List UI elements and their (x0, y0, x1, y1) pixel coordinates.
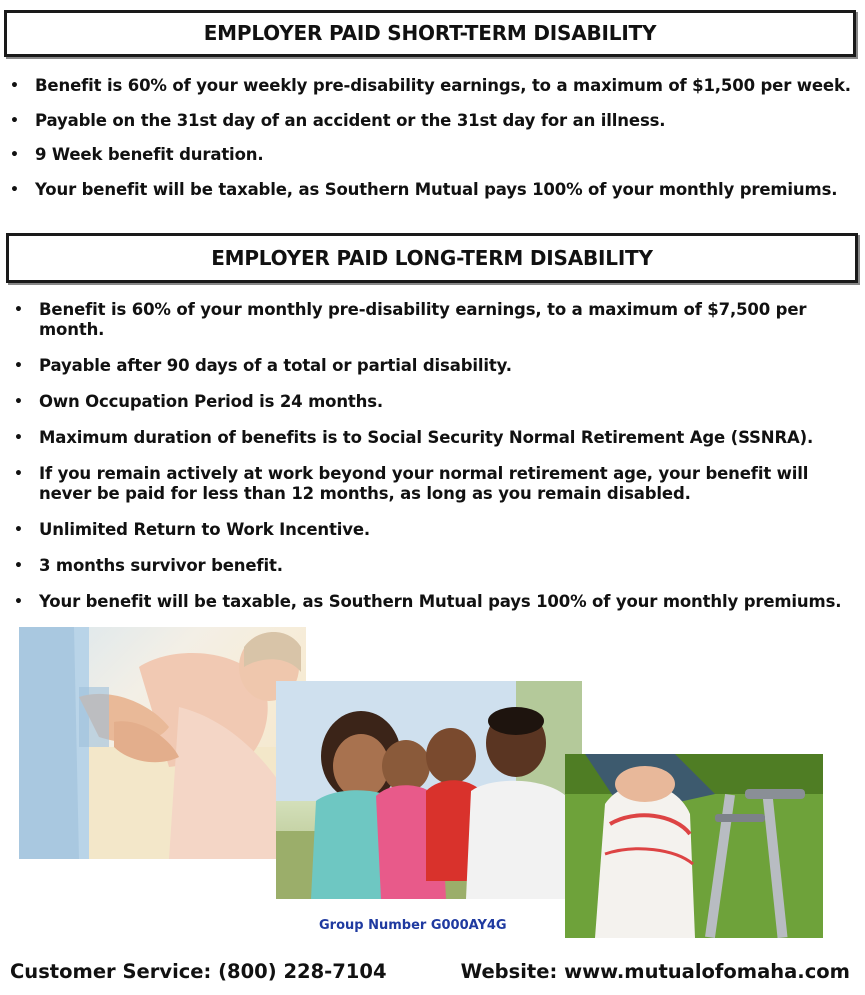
bullet-icon: • (14, 594, 23, 610)
caregiver-patient-illustration (19, 627, 306, 859)
list-item (9, 556, 854, 576)
list-item (9, 428, 854, 448)
list-item (9, 592, 854, 612)
customer-service-phone: Customer Service: (800) 228-7104 (10, 960, 387, 983)
leg-cast-illustration (565, 754, 823, 938)
long-term-disability-header: EMPLOYER PAID LONG-TERM DISABILITY (6, 233, 858, 283)
list-item (9, 356, 854, 376)
bullet-text: 3 months survivor benefit. (39, 556, 283, 575)
bullet-text: Payable on the 31st day of an accident or the 31st day for an illness. (35, 110, 666, 130)
short-term-benefits-list (5, 76, 855, 214)
family-illustration (276, 681, 582, 899)
caregiver-patient-photo (19, 627, 306, 859)
bullet-icon: • (14, 302, 23, 318)
bullet-text: Payable after 90 days of a total or partial disability. (39, 356, 512, 375)
list-item (5, 111, 855, 131)
list-item (5, 145, 855, 165)
long-term-benefits-list (9, 300, 854, 628)
leg-cast-crutches-photo (565, 754, 823, 938)
short-term-disability-header: EMPLOYER PAID SHORT-TERM DISABILITY (4, 10, 856, 57)
bullet-icon: • (14, 466, 23, 482)
family-photo (276, 681, 582, 899)
bullet-text: Unlimited Return to Work Incentive. (39, 520, 370, 539)
bullet-icon: • (10, 147, 19, 163)
list-item (5, 180, 855, 200)
bullet-text: If you remain actively at work beyond your normal retirement age, your benefit will never be paid for less than 12 months, as long as you remain disabled. (39, 464, 809, 503)
list-item (9, 392, 854, 412)
bullet-text: 9 Week benefit duration. (35, 145, 264, 164)
website-link[interactable]: Website: www.mutualofomaha.com (460, 960, 850, 983)
bullet-text: Benefit is 60% of your monthly pre-disability earnings, to a maximum of $7,500 per month. (39, 300, 807, 339)
bullet-icon: • (14, 430, 23, 446)
bullet-text: Maximum duration of benefits is to Social Security Normal Retirement Age (SSNRA). (39, 428, 814, 447)
list-item (9, 300, 854, 340)
bullet-icon: • (10, 181, 19, 198)
bullet-icon: • (10, 112, 19, 129)
bullet-text: Your benefit will be taxable, as Southern Mutual pays 100% of your monthly premiums. (39, 592, 842, 611)
bullet-icon: • (14, 522, 23, 538)
group-number-caption: Group Number G000AY4G (319, 918, 507, 933)
bullet-icon: • (10, 78, 19, 94)
bullet-icon: • (14, 394, 23, 410)
bullet-text: Benefit is 60% of your weekly pre-disability earnings, to a maximum of $1,500 per week. (35, 76, 851, 95)
list-item (5, 76, 855, 96)
bullet-text: Own Occupation Period is 24 months. (39, 392, 384, 411)
bullet-icon: • (14, 558, 23, 574)
list-item (9, 520, 854, 540)
list-item (9, 464, 854, 504)
bullet-icon: • (14, 358, 23, 374)
bullet-text: Your benefit will be taxable, as Southern Mutual pays 100% of your monthly premiums. (35, 179, 838, 199)
